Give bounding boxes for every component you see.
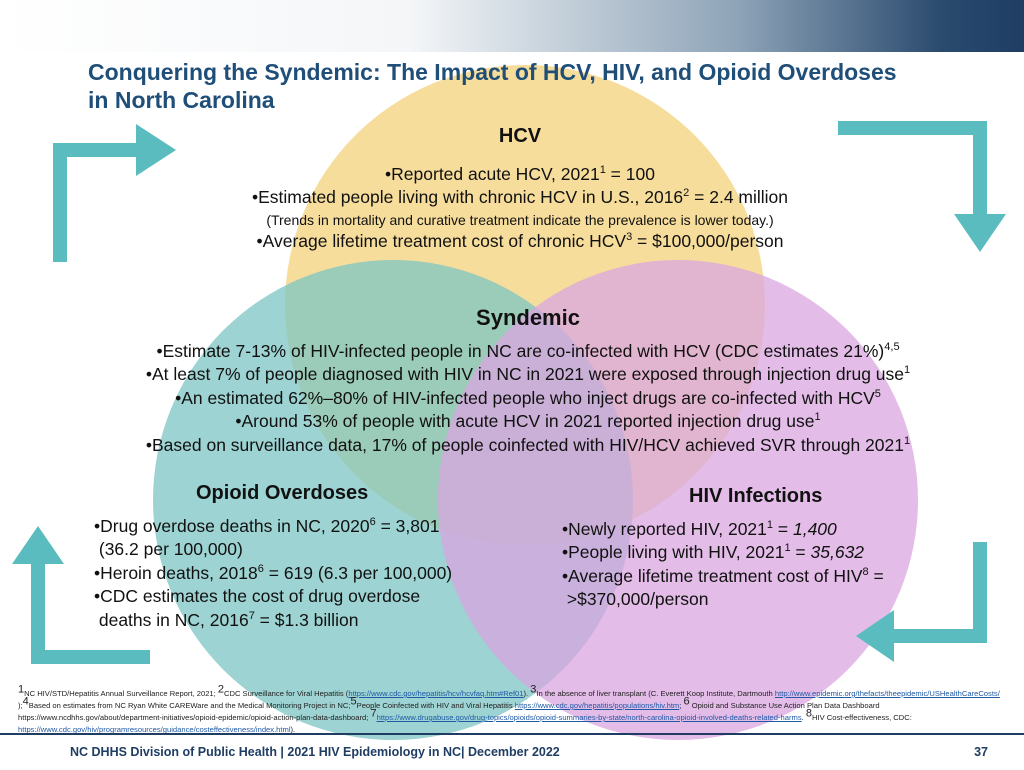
opioid-bullet-1-rate: (36.2 per 100,000) [94, 539, 243, 559]
ref-1-num: 1 [18, 683, 25, 696]
ref-2-text: CDC Surveillance for Viral Hepatitis ( [223, 689, 349, 698]
hcv-bullet-3-ref: 3 [626, 230, 633, 243]
hcv-bullet-1-value: = 100 [605, 163, 655, 184]
hiv-section [562, 485, 982, 612]
syndemic-bullet-1-text: •Estimate 7-13% of HIV-infected people in NC are co-infected with HCV (CDC estimates 21%) [156, 340, 885, 361]
hiv-bullet-3 [562, 565, 982, 589]
hcv-bullet-2 [200, 186, 840, 210]
ref-6-num: 6 [683, 695, 690, 708]
hiv-bullet-1-ref: 1 [766, 518, 774, 531]
hcv-bullet-1 [200, 163, 840, 187]
hiv-bullet-1-eq: = [773, 518, 793, 539]
ref-3-end: ); [18, 701, 23, 710]
opioid-bullet-2 [94, 562, 524, 586]
hiv-bullet-1-value: 1,400 [792, 518, 837, 539]
hcv-bullet-3 [200, 230, 840, 254]
ref-2-num: 2 [217, 683, 224, 696]
cycle-arrow-top-right-icon [838, 128, 980, 218]
hcv-bullet-2-ref: 2 [683, 187, 690, 200]
opioid-bullet-1-ref: 6 [369, 515, 376, 528]
footer [0, 733, 1024, 770]
hcv-bullet-1-ref: 1 [599, 163, 606, 176]
hiv-heading: HIV Infections [689, 485, 823, 507]
footer-text: NC DHHS Division of Public Health | 2021 HIV Epidemiology in NC| December 2022 [70, 745, 560, 759]
ref-3-text: In the absence of liver transplant (C. Everett Koop Institute, Dartmouth [536, 689, 775, 698]
syndemic-bullet-4-text: •Around 53% of people with acute HCV in 2021 reported injection drug use [235, 411, 815, 431]
hiv-bullet-3-text: •Average lifetime treatment cost of HIV [562, 565, 863, 586]
hiv-bullet-2-ref: 1 [784, 542, 791, 555]
opioid-section [94, 482, 524, 632]
syndemic-bullet-4 [40, 410, 1016, 434]
syndemic-bullet-1-ref: 4,5 [884, 340, 900, 353]
syndemic-bullet-3-ref: 5 [874, 387, 881, 400]
opioid-bullet-2-value: = 619 (6.3 per 100,000) [263, 562, 453, 583]
opioid-heading: Opioid Overdoses [196, 482, 369, 504]
opioid-bullet-3-value: = $1.3 billion [254, 609, 359, 630]
hcv-bullet-2-value: = 2.4 million [689, 187, 789, 207]
hiv-bullet-2-value: 35,632 [810, 542, 865, 562]
hiv-bullet-3-value: >$370,000/person [562, 589, 709, 609]
hcv-heading: HCV [498, 125, 542, 147]
syndemic-bullet-5-ref: 1 [904, 434, 911, 447]
ref-3-num: 3 [530, 683, 537, 696]
syndemic-bullet-2-text: •At least 7% of people diagnosed with HIV in NC in 2021 were exposed through injection drug use [145, 364, 904, 384]
hcv-bullet-1-text: •Reported acute HCV, 2021 [385, 163, 600, 184]
hiv-bullet-2 [562, 541, 982, 565]
ref-2-end: ). [523, 689, 531, 698]
hcv-section [200, 125, 840, 253]
page-title: Conquering the Syndemic: The Impact of HCV, HIV, and Opioid Overdoses in North Carolina [88, 59, 897, 113]
cycle-arrow-top-right-head [954, 214, 1006, 252]
syndemic-bullet-1 [40, 340, 1016, 364]
hcv-bullet-3-text: •Average lifetime treatment cost of chronic HCV [256, 230, 627, 251]
cycle-arrow-bottom-left-head [12, 526, 64, 564]
syndemic-bullet-5-text: •Based on surveillance data, 17% of people coinfected with HIV/HCV achieved SVR through 2021 [145, 434, 904, 455]
hiv-bullet-3-eq: = [868, 565, 884, 586]
ref-8-num: 8 [805, 707, 812, 720]
ref-2-link[interactable]: https://www.cdc.gov/hepatitis/hcv/hcvfaq.htm#Ref01 [348, 689, 524, 698]
syndemic-section [40, 306, 1016, 457]
hcv-bullet-2-text: •Estimated people living with chronic HCV in U.S., 2016 [251, 187, 684, 207]
ref-8-end: ). [290, 725, 296, 734]
ref-7-link[interactable]: https://www.drugabuse.gov/drug-topics/opioids/opioid-summaries-by-state/north-carolina-opioid-involved-deaths-related-harms [376, 713, 802, 722]
syndemic-heading: Syndemic [476, 305, 580, 330]
hiv-bullet-3-ref: 8 [862, 565, 869, 578]
ref-5-link[interactable]: https://www.cdc.gov/hepatitis/populations/hiv.htm [514, 701, 680, 710]
ref-4-text: Based on estimates from NC Ryan White CAREWare and the Medical Monitoring Project in NC; [28, 701, 351, 710]
opioid-bullet-3-text: deaths in NC, 2016 [94, 609, 249, 630]
ref-6-text: Opioid and Substance Use Action Plan Data Dashboard https://www.ncdhhs.gov/about/department-initiatives/opioid-epidemic/opioid-action-plan-data-dashboard; [18, 701, 880, 722]
hiv-bullet-1-text: •Newly reported HIV, 2021 [562, 518, 767, 539]
hiv-bullet-2-eq: = [790, 542, 811, 562]
cycle-arrow-top-left-head [136, 124, 176, 176]
ref-7-end: . [801, 713, 806, 722]
syndemic-bullet-2 [40, 363, 1016, 387]
ref-1-text: NC HIV/STD/Hepatitis Annual Surveillance Report, 2021; [24, 689, 218, 698]
syndemic-bullet-5 [40, 434, 1016, 458]
syndemic-bullet-4-ref: 1 [814, 411, 821, 424]
syndemic-bullet-3 [40, 387, 1016, 411]
hcv-bullet-3-value: = $100,000/person [632, 230, 784, 251]
ref-3-link[interactable]: http://www.epidemic.org/thefacts/theepidemic/USHealthCareCosts/ [774, 689, 1000, 698]
ref-5-num: 5 [350, 695, 357, 708]
hiv-bullet-2-text: •People living with HIV, 2021 [562, 542, 785, 562]
opioid-bullet-1-text: •Drug overdose deaths in NC, 2020 [94, 515, 370, 536]
opioid-bullet-1 [94, 515, 524, 539]
ref-8-text: HIV Cost-effectiveness, CDC: [811, 713, 912, 722]
opioid-bullet-3-cont [94, 609, 524, 633]
opioid-bullet-1-value: = 3,801 [375, 515, 440, 536]
opioid-bullet-2-text: •Heroin deaths, 2018 [94, 562, 258, 583]
ref-5-end: ; [679, 701, 684, 710]
opioid-bullet-2-ref: 6 [257, 562, 264, 575]
opioid-bullet-3-ref: 7 [248, 609, 255, 622]
ref-4-num: 4 [22, 695, 29, 708]
references [18, 683, 1010, 736]
opioid-bullet-3: •CDC estimates the cost of drug overdose [94, 586, 421, 606]
ref-8-link[interactable]: https://www.cdc.gov/hiv/programresources/guidance/costeffectiveness/index.html [18, 725, 291, 734]
hcv-note: (Trends in mortality and curative treatment indicate the prevalence is lower today.) [266, 211, 774, 228]
hiv-bullet-1 [562, 518, 982, 542]
cycle-arrow-top-left-icon [60, 150, 140, 262]
syndemic-bullet-3-text: •An estimated 62%–80% of HIV-infected people who inject drugs are co-infected with HCV [175, 387, 875, 408]
syndemic-bullet-2-ref: 1 [904, 364, 911, 377]
ref-7-num: 7 [370, 707, 377, 720]
ref-5-text: People Coinfected with HIV and Viral Hepatitis [356, 701, 515, 710]
page-number: 37 [974, 745, 988, 759]
